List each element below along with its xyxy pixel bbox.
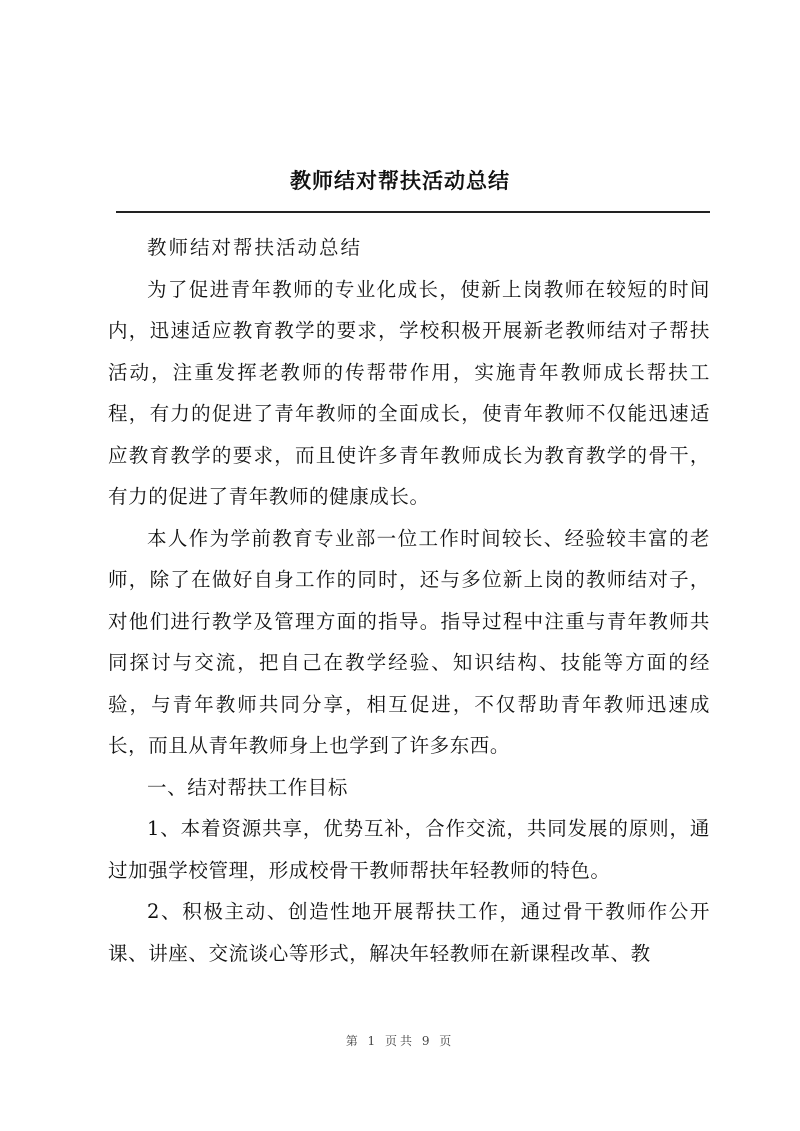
page-number: 第 1 页共 9 页: [345, 1034, 455, 1048]
paragraph-goal-2: 2、积极主动、创造性地开展帮扶工作，通过骨干教师作公开课、讲座、交流谈心等形式，解决年轻教师在新课程改革、教: [108, 900, 710, 965]
document-body: [108, 227, 710, 974]
paragraph-goal-1: 1、本着资源共享，优势互补，合作交流，共同发展的原则，通过加强学校管理，形成校骨干教师帮扶年轻教师的特色。: [108, 817, 710, 882]
page-title: 教师结对帮扶活动总结: [290, 169, 510, 193]
paragraph-intro: 为了促进青年教师的专业化成长，使新上岗教师在较短的时间内，迅速适应教育教学的要求，学校积极开展新老教师结对子帮扶活动，注重发挥老教师的传帮带作用，实施青年教师成长帮扶工程，有力的促进了青年教师的全面成长，使青年教师不仅能迅速适应教育教学的要求，而且使许多青年教师成长为教育教学的骨干，有力的促进了青年教师的健康成长。: [108, 277, 710, 508]
paragraph-personal: 本人作为学前教育专业部一位工作时间较长、经验较丰富的老师，除了在做好自身工作的同时，还与多位新上岗的教师结对子，对他们进行教学及管理方面的指导。指导过程中注重与青年教师共同探讨与交流，把自己在教学经验、知识结构、技能等方面的经验，与青年教师共同分享，相互促进，不仅帮助青年教师迅速成长，而且从青年教师身上也学到了许多东西。: [108, 526, 710, 757]
section-heading-goals: 一、结对帮扶工作目标: [147, 775, 349, 799]
title-divider: [116, 211, 710, 213]
paragraph-subtitle: 教师结对帮扶活动总结: [147, 236, 363, 259]
